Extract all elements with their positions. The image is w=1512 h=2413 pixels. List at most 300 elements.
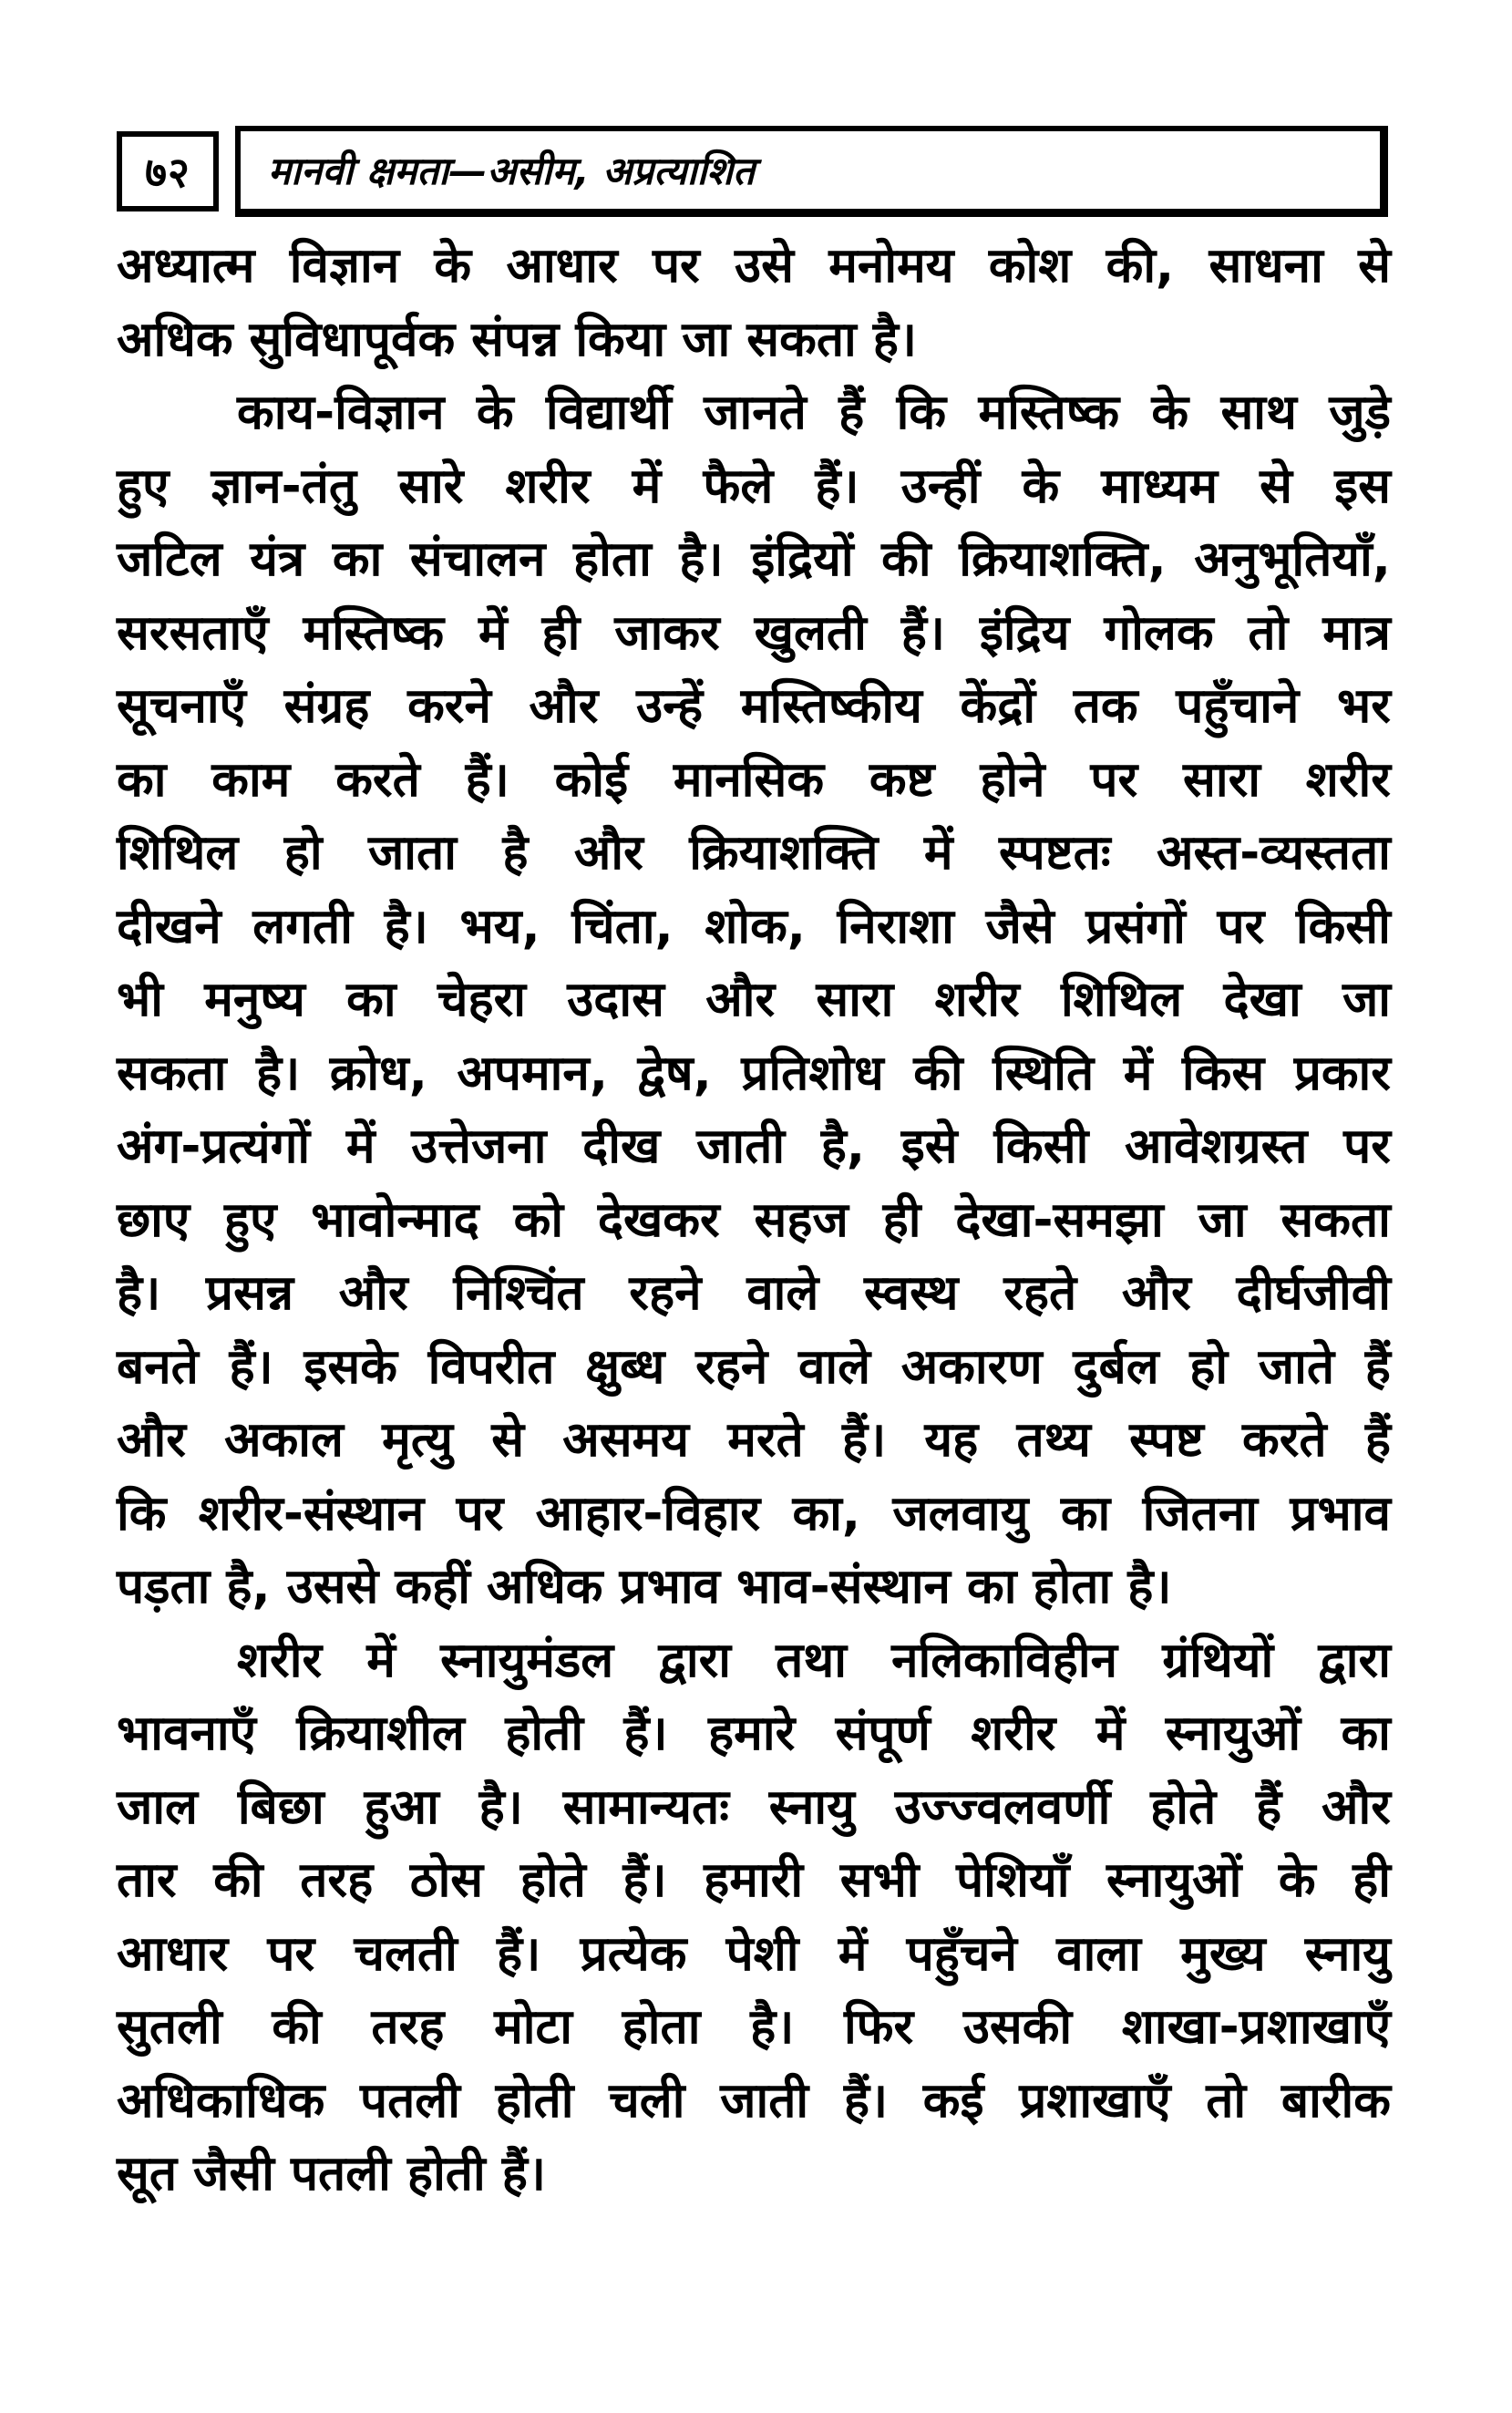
word: द्वारा bbox=[1318, 1632, 1391, 1688]
word: अस्त-व्यस्तता bbox=[1156, 825, 1391, 881]
word: प्रभाव bbox=[619, 1559, 721, 1614]
word: अधिकाधिक bbox=[117, 2072, 325, 2129]
word: अपमान, bbox=[457, 1045, 608, 1101]
text-line bbox=[117, 1184, 1391, 1258]
word: हैं bbox=[1256, 1779, 1282, 1835]
word: जाता bbox=[367, 825, 457, 881]
text-line bbox=[117, 450, 1391, 524]
word: हैं bbox=[1364, 1412, 1391, 1468]
word: की bbox=[213, 1852, 263, 1908]
word: असमय bbox=[562, 1412, 689, 1468]
word: अधिक bbox=[486, 1559, 603, 1614]
word: छाए bbox=[117, 1191, 190, 1248]
word: देखकर bbox=[597, 1191, 720, 1248]
word: अध्यात्म bbox=[117, 238, 255, 294]
word: कष्ट bbox=[869, 751, 935, 808]
text-line bbox=[117, 1697, 1391, 1771]
word: जलवायु bbox=[892, 1485, 1029, 1542]
word: पर bbox=[456, 1485, 504, 1542]
word: सारा bbox=[816, 972, 894, 1027]
word: पर bbox=[1090, 751, 1138, 808]
word: काय-विज्ञान bbox=[237, 385, 445, 440]
word: पतली bbox=[290, 2146, 391, 2202]
word: चिंता, bbox=[571, 898, 674, 954]
word: सकता bbox=[1281, 1191, 1391, 1248]
word: बारीक bbox=[1281, 2072, 1391, 2129]
word: कि bbox=[117, 1485, 167, 1542]
word: प्रभाव bbox=[1290, 1485, 1391, 1542]
word: जाती bbox=[720, 2072, 809, 2129]
word: होते bbox=[1150, 1779, 1217, 1835]
word: दीखने bbox=[117, 898, 221, 954]
word: सुविधापूर्वक bbox=[249, 311, 456, 367]
word: बिछा bbox=[237, 1779, 324, 1835]
word: वाला bbox=[1056, 1925, 1141, 1982]
word: तार bbox=[117, 1852, 177, 1908]
word: प्रशाखाएँ bbox=[1019, 2072, 1171, 2129]
word: शरीर bbox=[971, 1706, 1056, 1761]
word: हैं bbox=[838, 385, 865, 440]
word: हैं। bbox=[501, 2146, 546, 2202]
word: सकता bbox=[117, 1045, 227, 1101]
word: है, bbox=[820, 1119, 866, 1174]
word: यह bbox=[924, 1412, 979, 1468]
word: भर bbox=[1336, 678, 1391, 734]
word: द्वेष, bbox=[637, 1045, 712, 1101]
word: है। bbox=[255, 1045, 301, 1101]
word: से bbox=[1260, 458, 1292, 514]
word: देखा bbox=[1223, 972, 1301, 1027]
word: तरह bbox=[300, 1852, 374, 1908]
word: पेशियाँ bbox=[956, 1852, 1070, 1908]
text-line bbox=[117, 523, 1391, 597]
word: जानते bbox=[704, 385, 807, 440]
word: में bbox=[632, 458, 662, 514]
word: मृत्यु bbox=[382, 1412, 453, 1468]
word: तो bbox=[1206, 2072, 1247, 2129]
word: स्वस्थ bbox=[864, 1265, 959, 1321]
word: हमारी bbox=[704, 1852, 804, 1908]
word: ग्रंथियों bbox=[1162, 1632, 1274, 1688]
word: क्षुब्ध bbox=[585, 1338, 665, 1395]
word: तथ्य bbox=[1016, 1412, 1091, 1468]
word: है। bbox=[872, 311, 917, 367]
word: किसी bbox=[1295, 898, 1391, 954]
word: क्रियाशक्ति, bbox=[959, 531, 1167, 587]
word: उज्ज्वलवर्णी bbox=[894, 1779, 1111, 1835]
word: और bbox=[1322, 1779, 1391, 1835]
word: शरीर bbox=[505, 458, 591, 514]
word: सारे bbox=[398, 458, 464, 514]
word: में bbox=[366, 1632, 396, 1688]
word: स्नायुओं bbox=[1165, 1706, 1301, 1761]
word: चेहरा bbox=[437, 972, 527, 1027]
word: है। bbox=[384, 898, 428, 954]
word: द्वारा bbox=[658, 1632, 731, 1688]
word: और bbox=[705, 972, 776, 1027]
word: पर bbox=[1343, 1119, 1391, 1174]
word: स्नायु bbox=[768, 1779, 855, 1835]
text-line bbox=[117, 891, 1391, 964]
word: पहुँचाने bbox=[1176, 678, 1300, 734]
word: तथा bbox=[776, 1632, 847, 1688]
word: में bbox=[923, 825, 953, 881]
text-line bbox=[117, 1624, 1391, 1698]
word: चलती bbox=[354, 1925, 458, 1982]
word: संपन्न bbox=[471, 311, 560, 367]
word: अकाल bbox=[224, 1412, 344, 1468]
word: मनुष्य bbox=[204, 972, 305, 1027]
word: क्रियाशक्ति bbox=[689, 825, 879, 881]
word: लगती bbox=[252, 898, 353, 954]
text-line bbox=[117, 1331, 1391, 1405]
word: केंद्रों bbox=[960, 678, 1036, 734]
word: इंद्रियों bbox=[751, 531, 854, 587]
word: इसे bbox=[900, 1119, 958, 1174]
word: कोई bbox=[554, 751, 629, 808]
word: साथ bbox=[1220, 385, 1297, 440]
word: शिथिल bbox=[1060, 972, 1183, 1027]
word: शिथिल bbox=[117, 825, 239, 881]
word: जा bbox=[1198, 1191, 1247, 1248]
word: मस्तिष्क bbox=[303, 604, 445, 661]
word: सूचनाएँ bbox=[117, 678, 246, 734]
word: के bbox=[1022, 458, 1060, 514]
word: माध्यम bbox=[1101, 458, 1219, 514]
word: प्रत्येक bbox=[580, 1925, 687, 1982]
word: के bbox=[476, 385, 514, 440]
word: होता bbox=[1033, 1559, 1112, 1614]
word: भी bbox=[117, 972, 163, 1027]
word: जैसे bbox=[985, 898, 1054, 954]
text-line bbox=[117, 1551, 1391, 1624]
word: पड़ता bbox=[117, 1559, 211, 1614]
word: कि bbox=[896, 385, 947, 440]
word: होता bbox=[573, 531, 652, 587]
word: जाल bbox=[117, 1779, 198, 1835]
word: जा bbox=[1342, 972, 1391, 1027]
word: है। bbox=[1127, 1559, 1172, 1614]
word: उससे bbox=[286, 1559, 379, 1614]
word: खुलती bbox=[754, 604, 867, 661]
word: प्रसन्न bbox=[205, 1265, 294, 1321]
word: ही bbox=[882, 1191, 921, 1248]
word: में bbox=[1095, 1706, 1126, 1761]
word: हमारे bbox=[708, 1706, 796, 1761]
word: में bbox=[1123, 1045, 1153, 1101]
word: निश्चिंत bbox=[453, 1265, 584, 1321]
text-line bbox=[117, 1478, 1391, 1552]
word: शाखा-प्रशाखाएँ bbox=[1121, 1999, 1391, 2055]
word: मरते bbox=[727, 1412, 804, 1468]
text-line bbox=[117, 744, 1391, 818]
word: करने bbox=[407, 678, 491, 734]
word: से bbox=[491, 1412, 525, 1468]
text-line bbox=[117, 1771, 1391, 1845]
word: का, bbox=[792, 1485, 861, 1542]
word: के bbox=[434, 238, 472, 294]
word: रहते bbox=[1003, 1265, 1077, 1321]
text-line bbox=[117, 230, 1391, 304]
word: ज्ञान-तंतु bbox=[211, 458, 357, 514]
word: किसी bbox=[993, 1119, 1089, 1174]
word: जुड़े bbox=[1329, 385, 1391, 440]
word: अधिक bbox=[117, 311, 233, 367]
word: हैं। bbox=[622, 1852, 667, 1908]
word: उन्हीं bbox=[900, 458, 981, 514]
word: दीर्घजीवी bbox=[1236, 1265, 1391, 1321]
word: तरह bbox=[371, 1999, 445, 2055]
word: अकारण bbox=[900, 1338, 1043, 1395]
word: भावनाएँ bbox=[117, 1706, 256, 1761]
word: इस bbox=[1334, 458, 1391, 514]
word: उसे bbox=[735, 238, 794, 294]
word: करते bbox=[1242, 1412, 1327, 1468]
word: वाले bbox=[746, 1265, 819, 1321]
word: गोलक bbox=[1104, 604, 1214, 661]
word: चली bbox=[609, 2072, 685, 2129]
word: होता bbox=[622, 1999, 701, 2055]
word: संचालन bbox=[409, 531, 546, 587]
word: को bbox=[513, 1191, 564, 1248]
word: है bbox=[502, 825, 529, 881]
word: वाले bbox=[797, 1338, 871, 1395]
word: का bbox=[1341, 1706, 1391, 1761]
word: यंत्र bbox=[250, 531, 305, 587]
word: स्पष्टतः bbox=[998, 825, 1111, 881]
word: शरीर bbox=[237, 1632, 323, 1688]
word: से bbox=[1358, 238, 1391, 294]
word: दुर्बल bbox=[1073, 1338, 1159, 1395]
word: भाव-संस्थान bbox=[736, 1559, 951, 1614]
word: में bbox=[838, 1925, 868, 1982]
word: शोक, bbox=[705, 898, 806, 954]
word: फिर bbox=[843, 1999, 914, 2055]
word: हैं। bbox=[815, 458, 859, 514]
word: और bbox=[338, 1265, 408, 1321]
word: मनोमय bbox=[828, 238, 954, 294]
word: हैं। bbox=[841, 1412, 887, 1468]
word: मुख्य bbox=[1180, 1925, 1266, 1982]
word: के bbox=[1278, 1852, 1316, 1908]
word: जैसी bbox=[193, 2146, 274, 2202]
word: हुआ bbox=[364, 1779, 439, 1835]
word: ही bbox=[1353, 1852, 1391, 1908]
page-header bbox=[117, 126, 1388, 217]
word: सरसताएँ bbox=[117, 604, 269, 661]
word: के bbox=[1151, 385, 1189, 440]
word: दीख bbox=[582, 1119, 661, 1174]
word: का bbox=[346, 972, 396, 1027]
word: भय, bbox=[459, 898, 540, 954]
word: किस bbox=[1181, 1045, 1265, 1101]
word: पर bbox=[652, 238, 700, 294]
word: नलिकाविहीन bbox=[891, 1632, 1118, 1688]
word: और bbox=[117, 1412, 186, 1468]
word: शरीर-संस्थान bbox=[198, 1485, 425, 1542]
word: मात्र bbox=[1322, 604, 1391, 661]
word: है। bbox=[679, 531, 724, 587]
word: काम bbox=[211, 751, 291, 808]
word: की, bbox=[1106, 238, 1175, 294]
word: आधार bbox=[117, 1925, 229, 1982]
word: का bbox=[1060, 1485, 1111, 1542]
text-line bbox=[117, 1110, 1391, 1184]
word: होने bbox=[980, 751, 1045, 808]
text-line bbox=[117, 376, 1391, 450]
page-body bbox=[117, 230, 1391, 2212]
word: सूत bbox=[117, 2146, 178, 2202]
word: इंद्रिय bbox=[979, 604, 1070, 661]
word: रहने bbox=[629, 1265, 702, 1321]
word: संग्रह bbox=[283, 678, 370, 734]
word: क्रियाशील bbox=[296, 1706, 465, 1761]
word: तक bbox=[1073, 678, 1138, 734]
word: रहने bbox=[695, 1338, 768, 1395]
word: में bbox=[478, 604, 508, 661]
word: होती bbox=[505, 1706, 584, 1761]
word: होती bbox=[495, 2072, 574, 2129]
word: उदास bbox=[567, 972, 664, 1027]
text-line bbox=[117, 817, 1391, 891]
text-line bbox=[117, 2138, 1391, 2212]
word: है, bbox=[226, 1559, 271, 1614]
word: जटिल bbox=[117, 531, 222, 587]
word: है। bbox=[478, 1779, 523, 1835]
word: और bbox=[529, 678, 599, 734]
word: क्रोध, bbox=[329, 1045, 427, 1101]
word: की bbox=[913, 1045, 963, 1101]
word: हैं। bbox=[465, 751, 509, 808]
word: हैं। bbox=[623, 1706, 668, 1761]
word: मोटा bbox=[494, 1999, 572, 2055]
word: शरीर bbox=[934, 972, 1020, 1027]
word: आधार bbox=[506, 238, 618, 294]
word: है। bbox=[117, 1265, 161, 1321]
word: हैं। bbox=[497, 1925, 541, 1982]
word: मस्तिष्कीय bbox=[740, 678, 922, 734]
running-title: मानवी क्षमता—असीम, अप्रत्याशित bbox=[235, 126, 1388, 217]
word: उन्हें bbox=[636, 678, 704, 734]
word: का bbox=[966, 1559, 1017, 1614]
word: जितना bbox=[1142, 1485, 1258, 1542]
word: स्नायु bbox=[1304, 1925, 1391, 1982]
word: भावोन्माद bbox=[311, 1191, 479, 1248]
word: प्रसंगों bbox=[1085, 898, 1186, 954]
word: पेशी bbox=[725, 1925, 799, 1982]
word: हैं। bbox=[843, 2072, 889, 2129]
word: ही bbox=[541, 604, 581, 661]
text-line bbox=[117, 1991, 1391, 2065]
word: स्नायुमंडल bbox=[440, 1632, 614, 1688]
word: में bbox=[345, 1119, 375, 1174]
word: विद्यार्थी bbox=[545, 385, 672, 440]
word: सभी bbox=[839, 1852, 920, 1908]
word: देखा-समझा bbox=[955, 1191, 1164, 1248]
text-line bbox=[117, 597, 1391, 671]
word: सकता bbox=[746, 311, 857, 367]
text-line bbox=[117, 1918, 1391, 1992]
word: की bbox=[272, 1999, 322, 2055]
word: और bbox=[1121, 1265, 1191, 1321]
word: करते bbox=[335, 751, 420, 808]
word: होती bbox=[406, 2146, 486, 2202]
word: किया bbox=[575, 311, 666, 367]
word: का bbox=[332, 531, 383, 587]
word: की bbox=[881, 531, 931, 587]
text-line bbox=[117, 1844, 1391, 1918]
word: कहीं bbox=[395, 1559, 470, 1614]
word: आवेशग्रस्त bbox=[1125, 1119, 1308, 1174]
word: तो bbox=[1248, 604, 1289, 661]
page-number: ७२ bbox=[117, 131, 219, 211]
word: पर bbox=[1217, 898, 1265, 954]
word: होते bbox=[519, 1852, 586, 1908]
text-line bbox=[117, 1257, 1391, 1331]
word: कई bbox=[922, 2072, 984, 2129]
word: पर bbox=[267, 1925, 315, 1982]
word: सहज bbox=[754, 1191, 849, 1248]
word: सारा bbox=[1183, 751, 1260, 808]
word: का bbox=[117, 751, 167, 808]
word: पहुँचने bbox=[906, 1925, 1017, 1982]
text-line bbox=[117, 670, 1391, 744]
word: आहार-विहार bbox=[535, 1485, 761, 1542]
word: उत्तेजना bbox=[411, 1119, 547, 1174]
word: पतली bbox=[359, 2072, 460, 2129]
word: मस्तिष्क bbox=[978, 385, 1120, 440]
word: हैं। bbox=[229, 1338, 273, 1395]
text-line bbox=[117, 964, 1391, 1037]
word: अनुभूतियाँ, bbox=[1194, 531, 1391, 587]
word: जाती bbox=[696, 1119, 786, 1174]
word: हो bbox=[283, 825, 323, 881]
text-line bbox=[117, 304, 1391, 377]
word: कोश bbox=[988, 238, 1072, 294]
word: हुए bbox=[223, 1191, 277, 1248]
word: संपूर्ण bbox=[835, 1706, 931, 1761]
word: स्नायुओं bbox=[1106, 1852, 1242, 1908]
word: इसके bbox=[303, 1338, 397, 1395]
word: बनते bbox=[117, 1338, 199, 1395]
word: जा bbox=[682, 311, 731, 367]
word: मानसिक bbox=[673, 751, 825, 808]
word: और bbox=[573, 825, 643, 881]
word: निराशा bbox=[837, 898, 954, 954]
word: स्थिति bbox=[993, 1045, 1095, 1101]
word: साधना bbox=[1209, 238, 1323, 294]
text-line bbox=[117, 1404, 1391, 1478]
word: हुए bbox=[117, 458, 170, 514]
word: हैं। bbox=[900, 604, 945, 661]
word: जाकर bbox=[614, 604, 720, 661]
word: प्रतिशोध bbox=[741, 1045, 884, 1101]
word: प्रकार bbox=[1293, 1045, 1391, 1101]
word: शरीर bbox=[1305, 751, 1391, 808]
word: सुतली bbox=[117, 1999, 222, 2055]
word: विज्ञान bbox=[289, 238, 400, 294]
text-line bbox=[117, 1037, 1391, 1111]
word: सामान्यतः bbox=[562, 1779, 729, 1835]
word: है। bbox=[750, 1999, 795, 2055]
word: जाते bbox=[1258, 1338, 1335, 1395]
word: विपरीत bbox=[427, 1338, 555, 1395]
word: ठोस bbox=[409, 1852, 484, 1908]
text-line bbox=[117, 2065, 1391, 2139]
word: हैं bbox=[1364, 1338, 1391, 1395]
word: उसकी bbox=[962, 1999, 1073, 2055]
word: फैले bbox=[703, 458, 774, 514]
